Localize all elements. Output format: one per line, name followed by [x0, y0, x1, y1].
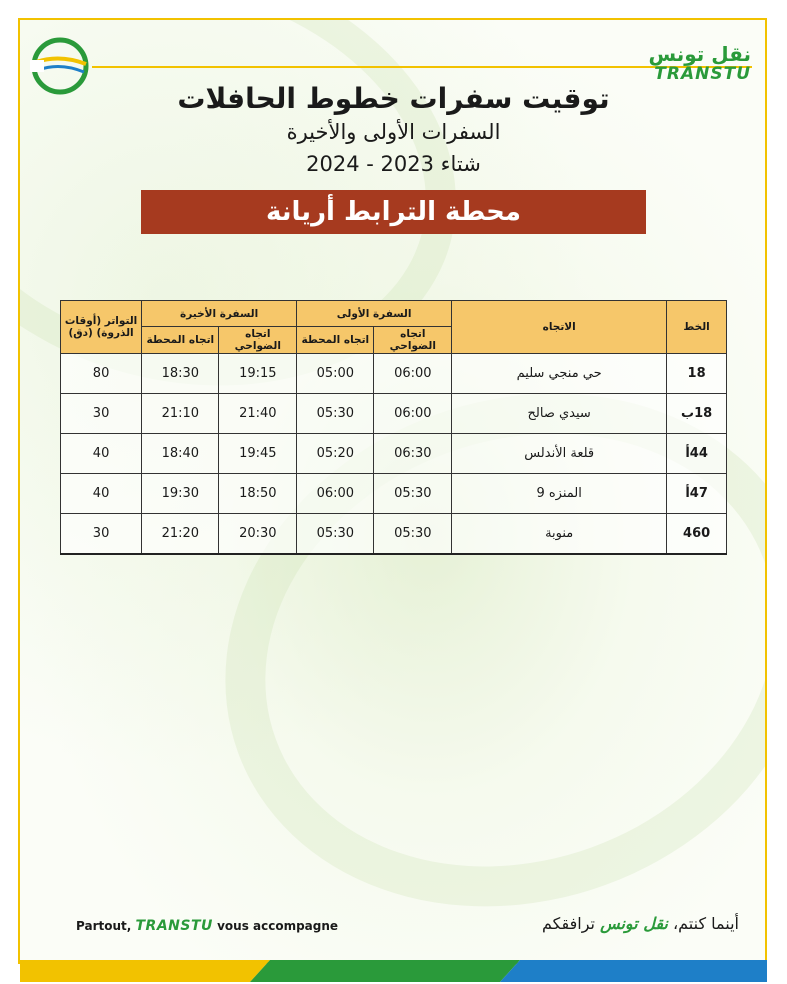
first-to-station-cell: 05:30: [297, 394, 374, 434]
last-to-suburbs-cell: 20:30: [219, 514, 297, 555]
line-number: 18ب: [667, 394, 727, 434]
schedule-table: [60, 300, 727, 555]
header-last-to-station: اتجاه المحطة: [142, 327, 219, 354]
season-label: شتاء 2023 - 2024: [306, 152, 481, 176]
first-to-suburbs-cell: 06:00: [374, 394, 452, 434]
last-to-station-cell: 18:30: [142, 354, 219, 394]
first-to-suburbs-cell: 05:30: [374, 514, 452, 555]
last-to-suburbs-cell: 18:50: [219, 474, 297, 514]
footer-arabic-prefix: أينما كنتم،: [672, 914, 739, 933]
brand-name-arabic: نقل تونس: [648, 42, 751, 66]
header-frequency: التواتر (أوقات الذروة) (دق): [61, 301, 142, 354]
last-to-suburbs-cell: 21:40: [219, 394, 297, 434]
brand-name-latin: TRANSTU: [654, 64, 751, 84]
bottom-bar-yellow: [20, 960, 270, 982]
last-to-station-cell: 21:10: [142, 394, 219, 434]
first-to-station-cell: 05:20: [297, 434, 374, 474]
direction-cell: سيدي صالح: [452, 394, 667, 434]
frequency-cell: 30: [61, 514, 142, 555]
frequency-cell: 40: [61, 474, 142, 514]
header-direction: الاتجاه: [452, 301, 667, 354]
first-to-station-cell: 06:00: [297, 474, 374, 514]
first-to-suburbs-cell: 06:30: [374, 434, 452, 474]
last-to-station-cell: 19:30: [142, 474, 219, 514]
direction-cell: المنزه 9: [452, 474, 667, 514]
table-row: [61, 394, 727, 434]
table-row: [61, 474, 727, 514]
line-number: 47أ: [667, 474, 727, 514]
frequency-cell: 40: [61, 434, 142, 474]
frequency-cell: 80: [61, 354, 142, 394]
bottom-bar-green: [250, 960, 520, 982]
first-to-suburbs-cell: 06:00: [374, 354, 452, 394]
header-first-trip: السفرة الأولى: [297, 301, 452, 327]
line-number: 460: [667, 514, 727, 555]
last-to-station-cell: 21:20: [142, 514, 219, 555]
direction-cell: منوبة: [452, 514, 667, 555]
page-title: توقيت سفرات خطوط الحافلات: [177, 82, 610, 115]
table-row: [61, 434, 727, 474]
bottom-color-bars: [0, 958, 787, 984]
page-subtitle: السفرات الأولى والأخيرة: [286, 120, 501, 144]
header-last-trip: السفرة الأخيرة: [142, 301, 297, 327]
header-last-to-suburbs: اتجاه الضواحي: [219, 327, 297, 354]
line-number: 44أ: [667, 434, 727, 474]
footer-french-brand: TRANSTU: [135, 918, 213, 934]
first-to-station-cell: 05:30: [297, 514, 374, 555]
footer-french-suffix: vous accompagne: [217, 919, 339, 933]
line-number: 18: [667, 354, 727, 394]
first-to-suburbs-cell: 05:30: [374, 474, 452, 514]
brand-logo: [648, 44, 751, 84]
station-banner: محطة الترابط أريانة: [141, 190, 646, 234]
header-first-to-station: اتجاه المحطة: [297, 327, 374, 354]
direction-cell: حي منجي سليم: [452, 354, 667, 394]
footer-slogan-arabic: [542, 914, 739, 933]
footer-slogan-french: [76, 918, 338, 934]
last-to-suburbs-cell: 19:15: [219, 354, 297, 394]
frequency-cell: 30: [61, 394, 142, 434]
header-first-to-suburbs: اتجاه الضواحي: [374, 327, 452, 354]
last-to-suburbs-cell: 19:45: [219, 434, 297, 474]
last-to-station-cell: 18:40: [142, 434, 219, 474]
first-to-station-cell: 05:00: [297, 354, 374, 394]
direction-cell: قلعة الأندلس: [452, 434, 667, 474]
footer-french-prefix: Partout,: [76, 919, 132, 933]
table-row: [61, 354, 727, 394]
footer-arabic-brand: نقل تونس: [600, 914, 668, 933]
header-line: الخط: [667, 301, 727, 354]
table-row: [61, 514, 727, 555]
bottom-bar-blue: [500, 960, 767, 982]
footer-arabic-suffix: ترافقكم: [542, 914, 595, 933]
